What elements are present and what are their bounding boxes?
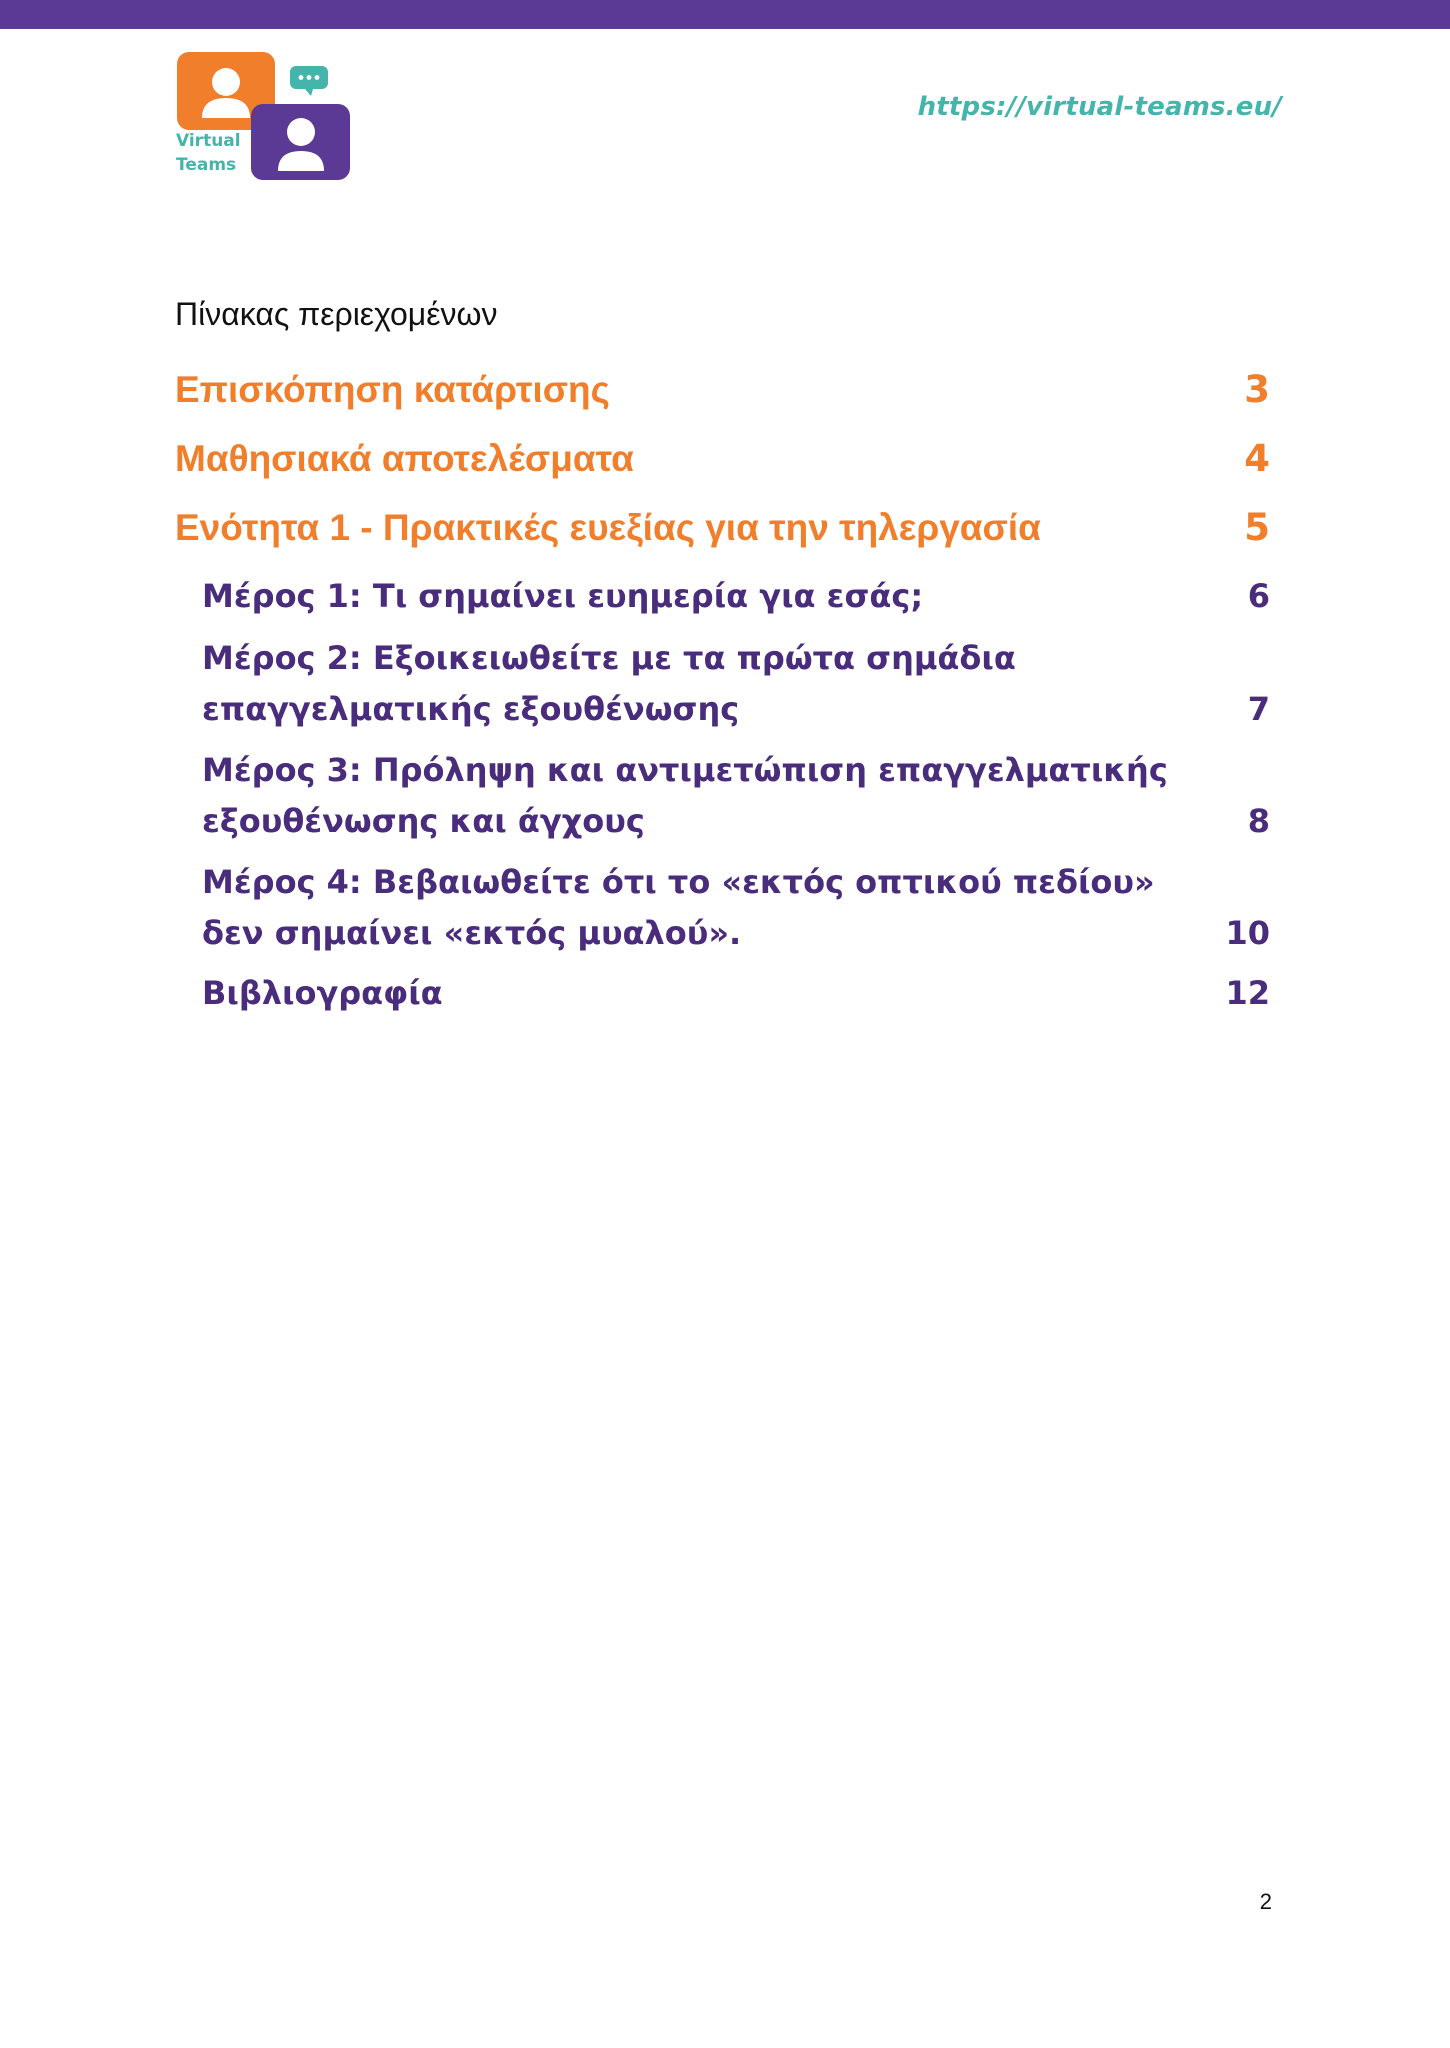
top-color-bar bbox=[0, 0, 1450, 29]
svg-text:Virtual: Virtual bbox=[176, 131, 241, 151]
toc-entry-part-2[interactable] bbox=[202, 633, 1270, 735]
virtual-teams-logo bbox=[175, 52, 355, 182]
page-number: 2 bbox=[1259, 1889, 1272, 1914]
toc-entry-learning-outcomes[interactable] bbox=[175, 437, 1270, 480]
toc-entry-part-1[interactable] bbox=[202, 571, 1270, 622]
toc-entry-page: 10 bbox=[1225, 914, 1270, 952]
svg-text:Teams: Teams bbox=[176, 155, 237, 175]
toc-entry-page: 5 bbox=[1244, 506, 1270, 549]
toc-entry-label: Επισκόπηση κατάρτισης bbox=[175, 369, 610, 410]
toc-heading: Πίνακας περιεχομένων bbox=[175, 296, 498, 332]
toc-entry-label: Μέρος 1: Τι σημαίνει ευημερία για εσάς; bbox=[202, 577, 924, 615]
toc-entry-page: 7 bbox=[1247, 690, 1270, 728]
toc-entry-label: Μέρος 4: Βεβαιωθείτε ότι το «εκτός οπτικού πεδίου» δεν σημαίνει «εκτός μυαλού». bbox=[202, 863, 1155, 952]
toc-entry-label: Ενότητα 1 - Πρακτικές ευεξίας για την τηλεργασία bbox=[175, 507, 1041, 548]
toc-entry-unit-1[interactable] bbox=[175, 506, 1270, 549]
website-url[interactable]: https://virtual-teams.eu/ bbox=[917, 92, 1282, 122]
toc-entry-page: 8 bbox=[1247, 802, 1270, 840]
toc-entry-page: 3 bbox=[1244, 368, 1270, 411]
toc-entry-label: Μέρος 3: Πρόληψη και αντιμετώπιση επαγγελματικής εξουθένωσης και άγχους bbox=[202, 751, 1168, 840]
toc-entry-page: 6 bbox=[1247, 577, 1270, 615]
toc-entry-label: Μαθησιακά αποτελέσματα bbox=[175, 438, 634, 479]
toc-entry-part-3[interactable] bbox=[202, 745, 1270, 847]
toc-entry-part-4[interactable] bbox=[202, 857, 1270, 959]
toc-entry-bibliography[interactable] bbox=[202, 968, 1270, 1019]
toc-entry-label: Μέρος 2: Εξοικειωθείτε με τα πρώτα σημάδια επαγγελματικής εξουθένωσης bbox=[202, 639, 1016, 728]
toc-entry-label: Βιβλιογραφία bbox=[202, 974, 443, 1012]
toc-entry-page: 12 bbox=[1225, 974, 1270, 1012]
toc-entry-page: 4 bbox=[1244, 437, 1270, 480]
toc-entry-training-overview[interactable] bbox=[175, 368, 1270, 411]
